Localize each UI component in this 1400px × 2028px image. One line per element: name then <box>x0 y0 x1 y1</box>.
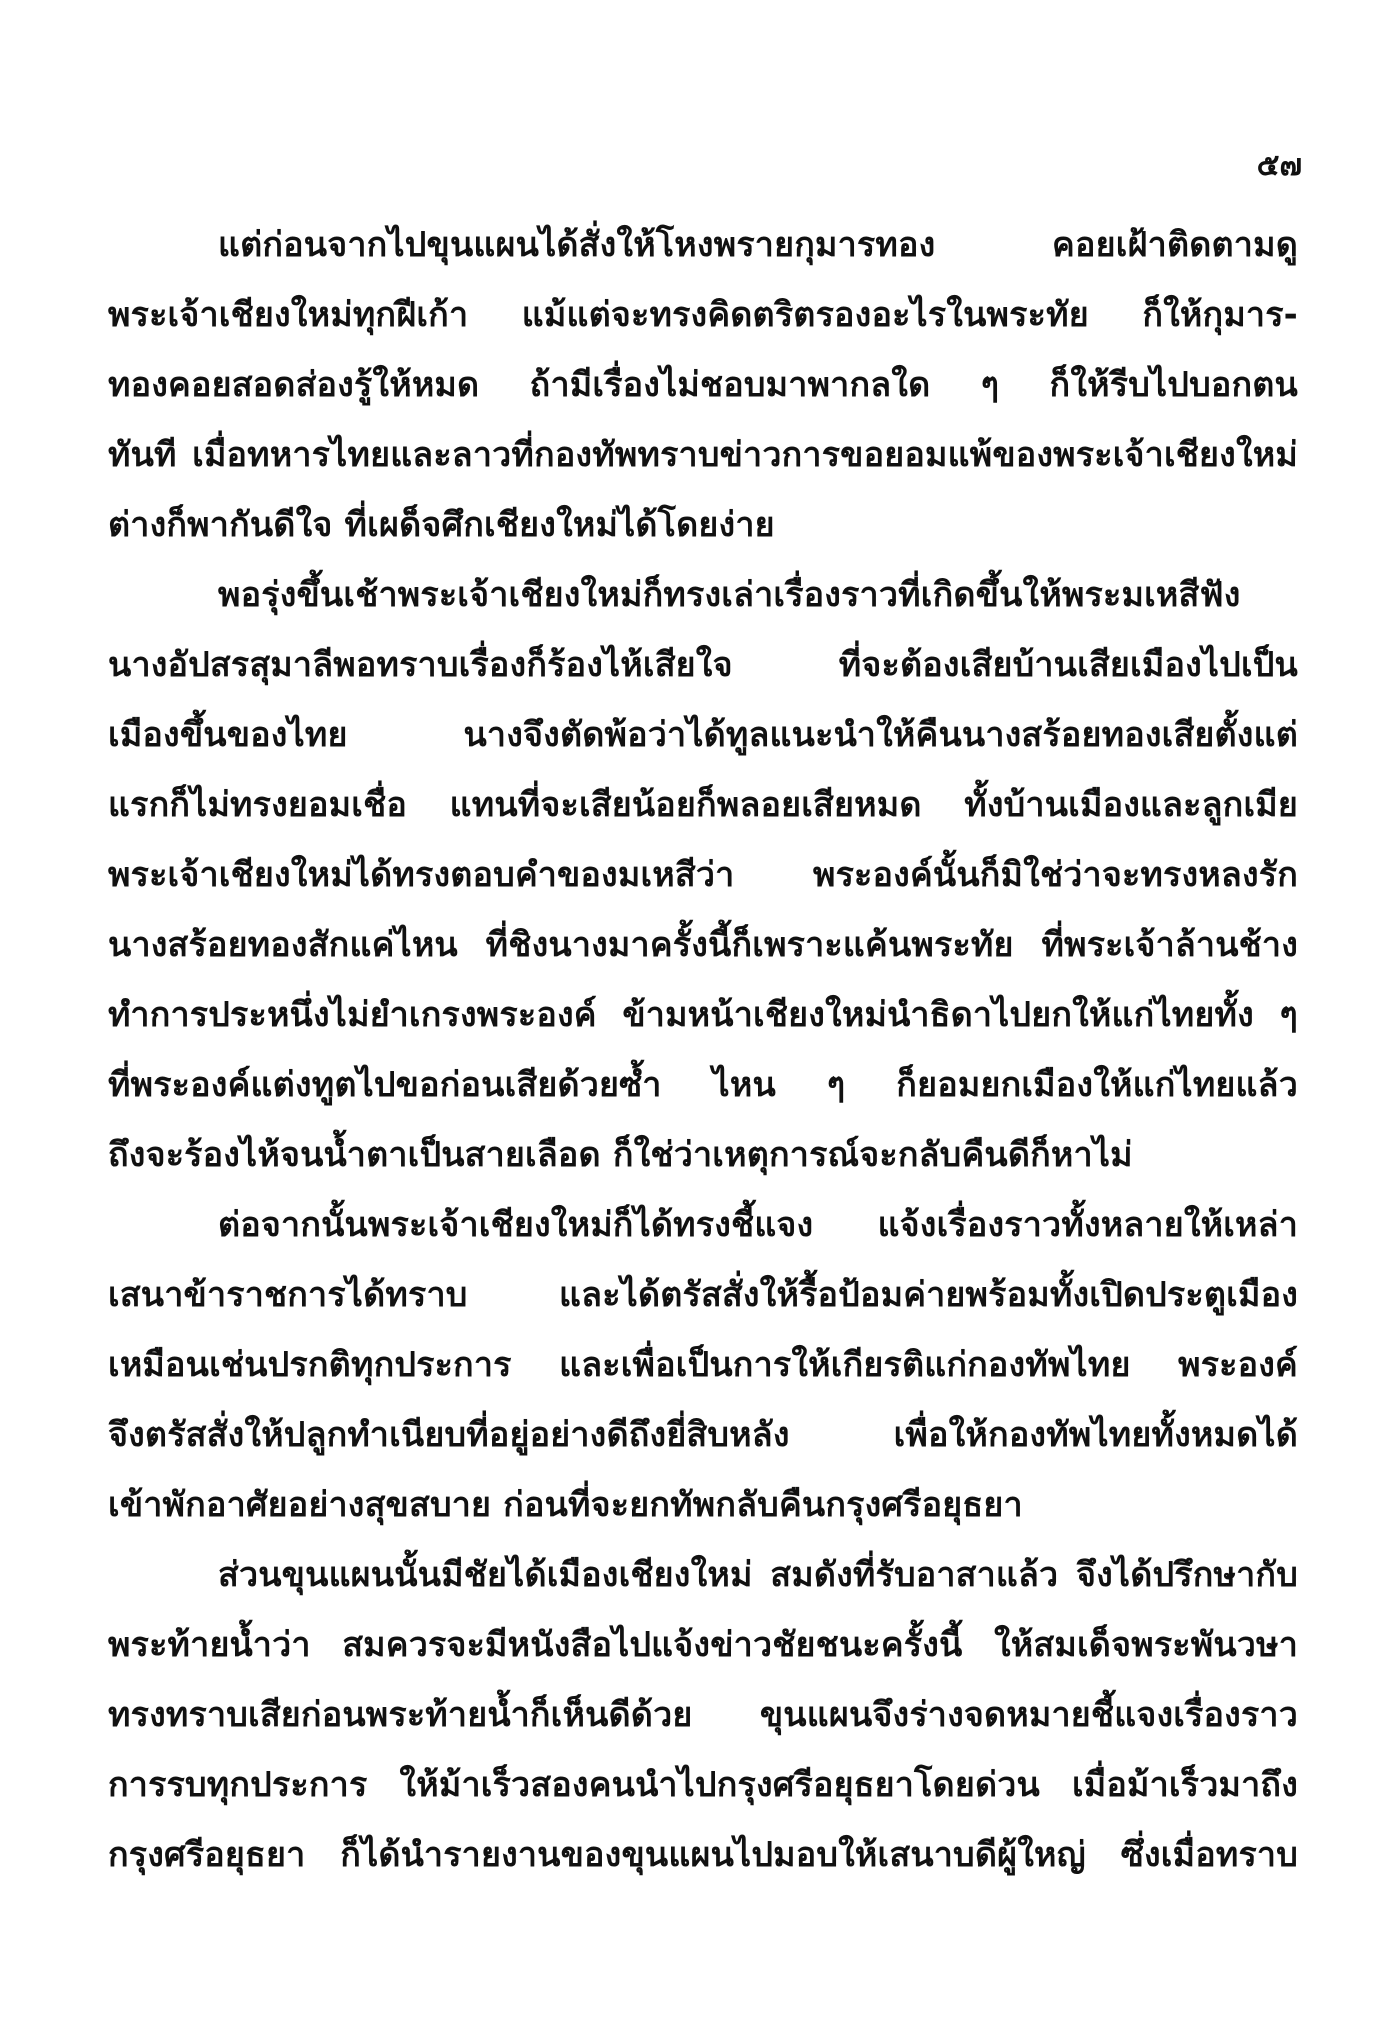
text-line: แต่ก่อนจากไปขุนแผนได้สั่งให้โหงพรายกุมารทอง คอยเฝ้าติดตามดู <box>218 225 1298 265</box>
text-line: ส่วนขุนแผนนั้นมีชัยได้เมืองเชียงใหม่ สมดังที่รับอาสาแล้ว จึงได้ปรึกษากับ <box>218 1555 1298 1595</box>
text-line: เมืองขึ้นของไทย นางจึงตัดพ้อว่าได้ทูลแนะนำให้คืนนางสร้อยทองเสียตั้งแต่ <box>108 715 1298 755</box>
text-line: นางอัปสรสุมาลีพอทราบเรื่องก็ร้องไห้เสียใจ ที่จะต้องเสียบ้านเสียเมืองไปเป็น <box>108 645 1298 685</box>
text-line: เสนาข้าราชการได้ทราบ และได้ตรัสสั่งให้รื้อป้อมค่ายพร้อมทั้งเปิดประตูเมือง <box>108 1275 1298 1315</box>
text-line: เหมือนเช่นปรกติทุกประการ และเพื่อเป็นการให้เกียรติแก่กองทัพไทย พระองค์ <box>108 1345 1298 1385</box>
text-line: ต่างก็พากันดีใจ ที่เผด็จศึกเชียงใหม่ได้โดยง่าย <box>108 505 775 545</box>
text-line: กรุงศรีอยุธยา ก็ได้นำรายงานของขุนแผนไปมอบให้เสนาบดีผู้ใหญ่ ซึ่งเมื่อทราบ <box>108 1835 1298 1875</box>
text-line: พระท้ายน้ำว่า สมควรจะมีหนังสือไปแจ้งข่าวชัยชนะครั้งนี้ ให้สมเด็จพระพันวษา <box>108 1625 1298 1665</box>
text-line: ที่พระองค์แต่งทูตไปขอก่อนเสียด้วยซ้ำ ไหน ๆ ก็ยอมยกเมืองให้แก่ไทยแล้ว <box>108 1065 1298 1105</box>
page-number: ๕๗ <box>1256 148 1302 183</box>
text-line: พระเจ้าเชียงใหม่ได้ทรงตอบคำของมเหสีว่า พระองค์นั้นก็มิใช่ว่าจะทรงหลงรัก <box>108 855 1298 895</box>
text-line: ทำการประหนึ่งไม่ยำเกรงพระองค์ ข้ามหน้าเชียงใหม่นำธิดาไปยกให้แก่ไทยทั้ง ๆ <box>108 995 1298 1035</box>
text-line: การรบทุกประการ ให้ม้าเร็วสองคนนำไปกรุงศรีอยุธยาโดยด่วน เมื่อม้าเร็วมาถึง <box>108 1765 1298 1805</box>
text-line: พระเจ้าเชียงใหม่ทุกฝีเก้า แม้แต่จะทรงคิดตริตรองอะไรในพระทัย ก็ให้กุมาร- <box>108 295 1298 335</box>
text-line: เข้าพักอาศัยอย่างสุขสบาย ก่อนที่จะยกทัพกลับคืนกรุงศรีอยุธยา <box>108 1485 1023 1525</box>
text-line: พอรุ่งขึ้นเช้าพระเจ้าเชียงใหม่ก็ทรงเล่าเรื่องราวที่เกิดขึ้นให้พระมเหสีฟัง <box>218 575 1241 615</box>
text-line: นางสร้อยทองสักแค่ไหน ที่ชิงนางมาครั้งนี้ก็เพราะแค้นพระทัย ที่พระเจ้าล้านช้าง <box>108 925 1298 965</box>
text-line: ต่อจากนั้นพระเจ้าเชียงใหม่ก็ได้ทรงชี้แจง แจ้งเรื่องราวทั้งหลายให้เหล่า <box>218 1205 1298 1245</box>
body-text <box>108 210 1298 1890</box>
text-line: ถึงจะร้องไห้จนน้ำตาเป็นสายเลือด ก็ใช่ว่าเหตุการณ์จะกลับคืนดีก็หาไม่ <box>108 1135 1133 1175</box>
text-line: ทองคอยสอดส่องรู้ให้หมด ถ้ามีเรื่องไม่ชอบมาพากลใด ๆ ก็ให้รีบไปบอกตน <box>108 365 1298 405</box>
text-line: แรกก็ไม่ทรงยอมเชื่อ แทนที่จะเสียน้อยก็พลอยเสียหมด ทั้งบ้านเมืองและลูกเมีย <box>108 785 1298 825</box>
text-line: ทรงทราบเสียก่อนพระท้ายน้ำก็เห็นดีด้วย ขุนแผนจึงร่างจดหมายชี้แจงเรื่องราว <box>108 1695 1298 1735</box>
text-line: ทันที เมื่อทหารไทยและลาวที่กองทัพทราบข่าวการขอยอมแพ้ของพระเจ้าเชียงใหม่ <box>108 435 1298 475</box>
text-line: จึงตรัสสั่งให้ปลูกทำเนียบที่อยู่อย่างดีถึงยี่สิบหลัง เพื่อให้กองทัพไทยทั้งหมดได้ <box>108 1415 1298 1455</box>
